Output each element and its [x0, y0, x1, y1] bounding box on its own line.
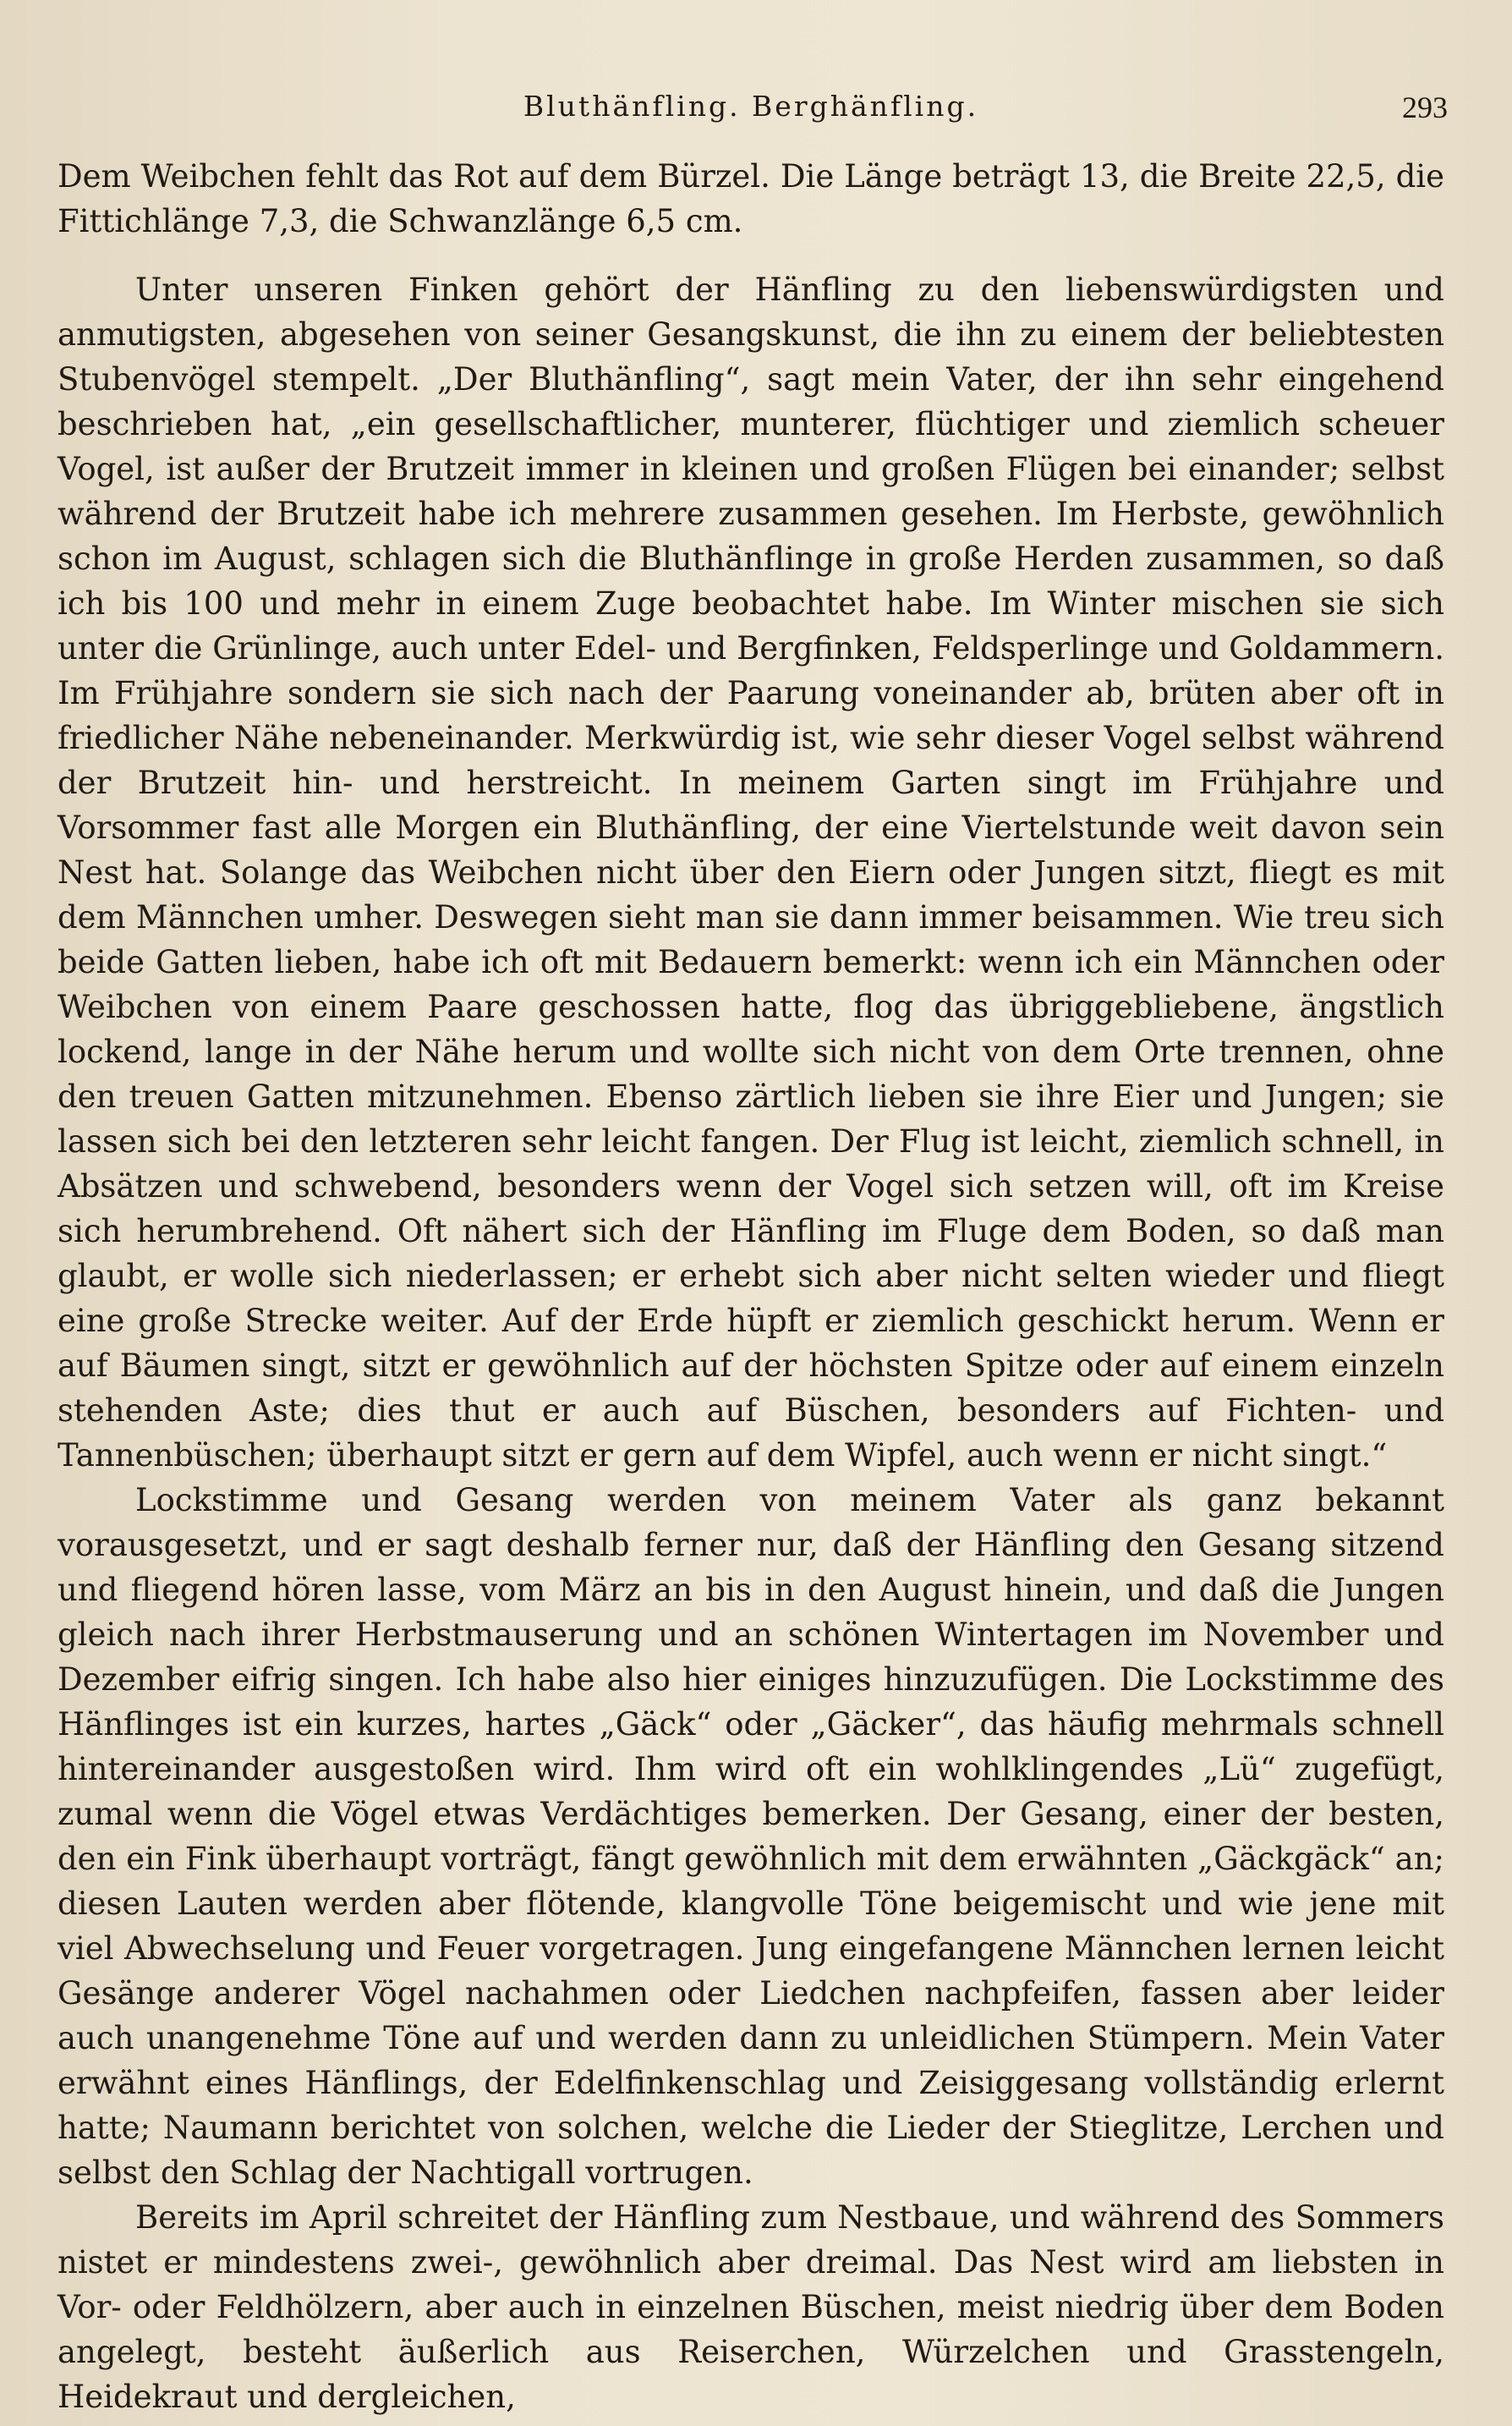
paragraph-4: Bereits im April schreitet der Hänfling zum Nestbaue, und während des Sommers nistet er mindestens zwei-, gewöhnlich aber dreimal. Das Nest wird am liebsten in Vor- oder Feldhölzern, aber auch in einzelnen Büschen, meist niedrig über dem Boden angelegt, besteht äußerlich aus Reiserchen, Würzelchen und Grasstengeln, Heidekraut und dergleichen, — [58, 2199, 1444, 2415]
running-head: Bluthänfling. Berghänfling. — [523, 90, 979, 123]
paragraph-2: Unter unseren Finken gehört der Hänfling zu den liebenswürdigsten und anmutigsten, abgesehen von seiner Gesangskunst, die ihn zu einem der beliebtesten Stubenvögel stempelt. „Der Bluthänfling“, sagt mein Vater, der ihn sehr eingehend beschrieben hat, „ein gesellschaftlicher, munterer, flüchtiger und ziemlich scheuer Vogel, ist außer der Brutzeit immer in kleinen und großen Flügen bei einander; selbst während der Brutzeit habe ich mehrere zusammen gesehen. Im Herbste, gewöhnlich schon im August, schlagen sich die Bluthänflinge in große Herden zusammen, so daß ich bis 100 und mehr in einem Zuge beobachtet habe. Im Winter mischen sie sich unter die Grünlinge, auch unter Edel- und Bergfinken, Feldsperlinge und Goldammern. Im Frühjahre sondern sie sich nach der Paarung voneinander ab, brüten aber oft in friedlicher Nähe nebeneinander. Merkwürdig ist, wie sehr dieser Vogel selbst während der Brutzeit hin- und herstreicht. In meinem Garten singt im Frühjahre und Vorsommer fast alle Morgen ein Bluthänfling, der eine Viertelstunde weit davon sein Nest hat. Solange das Weibchen nicht über den Eiern oder Jungen sitzt, fliegt es mit dem Männchen umher. Deswegen sieht man sie dann immer beisammen. Wie treu sich beide Gatten lieben, habe ich oft mit Bedauern bemerkt: wenn ich ein Männchen oder Weibchen von einem Paare geschossen hatte, flog das übriggebliebene, ängstlich lockend, lange in der Nähe herum und wollte sich nicht von dem Orte trennen, ohne den treuen Gatten mitzunehmen. Ebenso zärtlich lieben sie ihre Eier und Jungen; sie lassen sich bei den letzteren sehr leicht fangen. Der Flug ist leicht, ziemlich schnell, in Absätzen und schwebend, besonders wenn der Vogel sich setzen will, oft im Kreise sich herumbrehend. Oft nähert sich der Hänfling im Fluge dem Boden, so daß man glaubt, er wolle sich niederlassen; er erhebt sich aber nicht selten wieder und fliegt eine große Strecke weiter. Auf der Erde hüpft er ziemlich geschickt herum. Wenn er auf Bäumen singt, sitzt er gewöhnlich auf der höchsten Spitze oder auf einem einzeln stehenden Aste; dies thut er auch auf Büschen, besonders auf Fichten- und Tannenbüschen; überhaupt sitzt er gern auf dem Wipfel, auch wenn er nicht singt.“ — [58, 272, 1444, 1474]
body-text — [58, 154, 1444, 2419]
paragraph-1: Dem Weibchen fehlt das Rot auf dem Bürzel. Die Länge beträgt 13, die Breite 22,5, die Fittichlänge 7,3, die Schwanzlänge 6,5 cm. — [58, 158, 1444, 239]
page-number: 293 — [1402, 91, 1448, 124]
page-header — [54, 81, 1448, 140]
paragraph-3: Lockstimme und Gesang werden von meinem Vater als ganz bekannt vorausgesetzt, und er sagt deshalb ferner nur, daß der Hänfling den Gesang sitzend und fliegend hören lasse, vom März an bis in den August hinein, und daß die Jungen gleich nach ihrer Herbstmauserung und an schönen Wintertagen im November und Dezember eifrig singen. Ich habe also hier einiges hinzuzufügen. Die Lockstimme des Hänflinges ist ein kurzes, hartes „Gäck“ oder „Gäcker“, das häufig mehrmals schnell hintereinander ausgestoßen wird. Ihm wird oft ein wohlklingendes „Lü“ zugefügt, zumal wenn die Vögel etwas Verdächtiges bemerken. Der Gesang, einer der besten, den ein Fink überhaupt vorträgt, fängt gewöhnlich mit dem erwähnten „Gäckgäck“ an; diesen Lauten werden aber flötende, klangvolle Töne beigemischt und wie jene mit viel Abwechselung und Feuer vorgetragen. Jung eingefangene Männchen lernen leicht Gesänge anderer Vögel nachahmen oder Liedchen nachpfeifen, fassen aber leider auch unangenehme Töne auf und werden dann zu unleidlichen Stümpern. Mein Vater erwähnt eines Hänflings, der Edelfinkenschlag und Zeisiggesang vollständig erlernt hatte; Naumann berichtet von solchen, welche die Lieder der Stieglitze, Lerchen und selbst den Schlag der Nachtigall vortrugen. — [58, 1482, 1444, 2191]
